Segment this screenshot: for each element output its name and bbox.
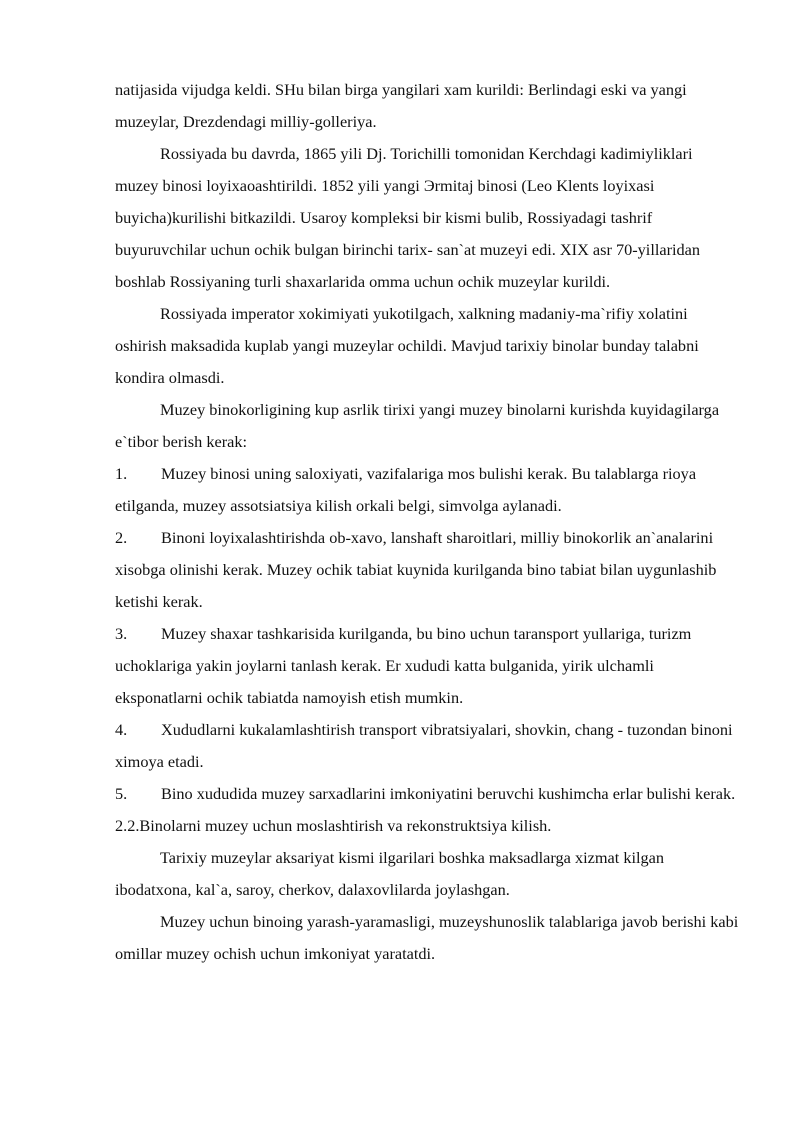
document-body: [115, 74, 740, 970]
list-item-number: 2.: [115, 528, 128, 547]
list-item-text: Bino xududida muzey sarxadlarini imkoniyatini beruvchi kushimcha erlar bulishi kerak.: [161, 784, 736, 803]
list-item-text: Binoni loyixalashtirishda ob-xavo, lanshaft sharoitlari, milliy binokorlik an`analarini xisobga olinishi kerak. Muzey ochik tabiat kuynida kurilganda bino tabiat bilan uygunlashib ketishi kerak.: [115, 528, 717, 611]
list-item-number: 1.: [115, 464, 128, 483]
list-item: [115, 522, 740, 618]
section-paragraph-1: Tarixiy muzeylar aksariyat kismi ilgarilari boshka maksadlarga xizmat kilgan ibodatxona, kal`a, saroy, cherkov, dalaxovlilarda joylashgan.: [115, 848, 665, 899]
list-item: [115, 778, 740, 810]
list-item-number: 3.: [115, 624, 128, 643]
intro-paragraph: natijasida vijudga keldi. SHu bilan birga yangilari xam kurildi: Berlindagi eski va yangi muzeylar, Drezdendagi milliy-golleriya.: [115, 80, 687, 131]
list-item-text: Xududlarni kukalamlashtirish transport vibratsiyalari, shovkin, chang - tuzondan binoni ximoya etadi.: [115, 720, 733, 771]
requirements-list: [115, 458, 740, 810]
section-heading: 2.2.Binolarni muzey uchun moslashtirish va rekonstruktsiya kilish.: [115, 816, 552, 835]
list-item-number: 5.: [115, 784, 128, 803]
list-item-text: Muzey shaxar tashkarisida kurilganda, bu bino uchun taransport yullariga, turizm uchoklariga yakin joylarni tanlash kerak. Er xududi katta bulganida, yirik ulchamli eksponatlarni ochik tabiatda namoyish etish mumkin.: [115, 624, 692, 707]
list-item: [115, 458, 740, 522]
section-paragraph-2: Muzey uchun binoing yarash-yaramasligi, muzeyshunoslik talablariga javob berishi kabi omillar muzey ochish uchun imkoniyat yaratatdi.: [115, 912, 739, 963]
russia-paragraph-1: Rossiyada bu davrda, 1865 yili Dj. Torichilli tomonidan Kerchdagi kadimiyliklari muzey binosi loyixaoashtirildi. 1852 yili yangi Эrmitaj binosi (Leo Klents loyixasi buyicha)kurilishi bitkazildi. Usaroy kompleksi bir kismi bulib, Rossiyadagi tashrif buyuruvchilar uchun ochik bulgan birinchi tarix- san`at muzeyi edi. XIX asr 70-yillaridan boshlab Rossiyaning turli shaxarlarida omma uchun ochik muzeylar kurildi.: [115, 144, 701, 291]
list-item-number: 4.: [115, 720, 128, 739]
list-item: [115, 714, 740, 778]
list-item-text: Muzey binosi uning saloxiyati, vazifalariga mos bulishi kerak. Bu talablarga rioya etilganda, muzey assotsiatsiya kilish orkali belgi, simvolga aylanadi.: [115, 464, 697, 515]
list-item: [115, 618, 740, 714]
history-paragraph: Muzey binokorligining kup asrlik tirixi yangi muzey binolarni kurishda kuyidagilarga e`tibor berish kerak:: [115, 400, 720, 451]
russia-paragraph-2: Rossiyada imperator xokimiyati yukotilgach, xalkning madaniy-ma`rifiy xolatini oshirish maksadida kuplab yangi muzeylar ochildi. Mavjud tarixiy binolar bunday talabni kondira olmasdi.: [115, 304, 699, 387]
